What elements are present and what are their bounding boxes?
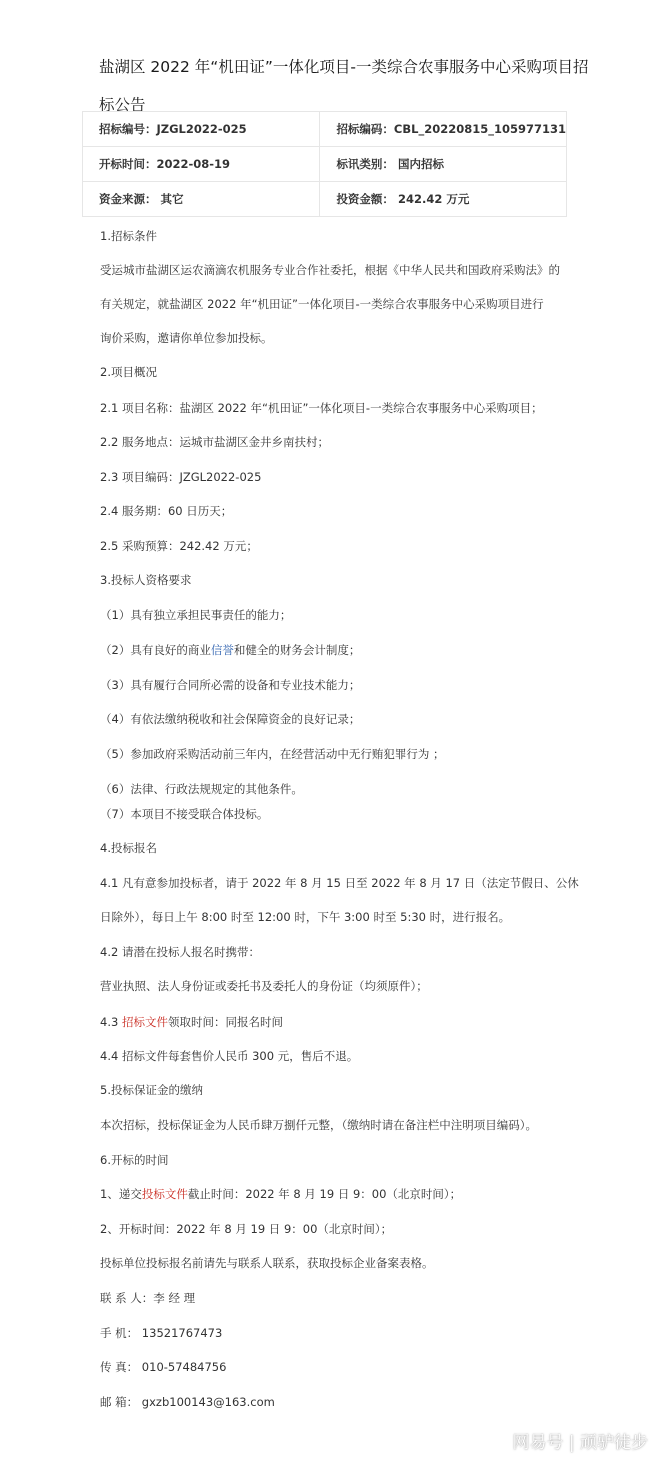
list-item: 2.3 项目编码：JZGL2022-025 xyxy=(100,470,262,484)
tender-document-link[interactable]: 招标文件 xyxy=(121,1015,168,1029)
table-row xyxy=(83,182,567,217)
list-item: （3）具有履行合同所必需的设备和专业技术能力； xyxy=(100,678,361,692)
paragraph-line: 受运城市盐湖区运农滴滴农机服务专业合作社委托，根据《中华人民共和国政府采购法》的 xyxy=(100,263,560,277)
contact-fax: 传 真： 010-57484756 xyxy=(100,1360,227,1374)
list-item: （4）有依法缴纳税收和社会保障资金的良好记录； xyxy=(100,712,361,726)
paragraph-line xyxy=(100,1014,283,1030)
table-row xyxy=(83,112,567,147)
list-item: 2.5 采购预算：242.42 万元； xyxy=(100,539,258,553)
text-span: 4.3 xyxy=(100,1015,122,1029)
contact-email: 邮 箱： gxzb100143@163.com xyxy=(100,1395,275,1409)
list-item: （5）参加政府采购活动前三年内，在经营活动中无行贿犯罪行为 ； xyxy=(100,747,445,761)
text-span: 截止时间：2022 年 8 月 19 日 9：00（北京时间）； xyxy=(187,1187,462,1201)
list-item: （1）具有独立承担民事责任的能力； xyxy=(100,608,292,622)
text-span: 和健全的财务会计制度； xyxy=(233,643,361,657)
paragraph-line: 投标单位投标报名前请先与联系人联系，获取投标企业备案表格。 xyxy=(100,1256,434,1270)
list-item: 2.4 服务期：60 日历天； xyxy=(100,504,233,518)
section-heading: 4.投标报名 xyxy=(100,841,157,855)
paragraph-line: 4.2 请潜在投标人报名时携带： xyxy=(100,945,260,959)
list-item: （6）法律、行政法规规定的其他条件。 xyxy=(100,782,303,796)
fund-source: 资金来源： 其它 xyxy=(83,182,320,217)
section-heading: 5.投标保证金的缴纳 xyxy=(100,1083,203,1097)
paragraph-line xyxy=(100,1186,461,1202)
paragraph-line: 4.1 凡有意参加投标者，请于 2022 年 8 月 15 日至 2022 年 8 月 17 日（法定节假日、公休 xyxy=(100,876,579,890)
paragraph-line: 询价采购，邀请你单位参加投标。 xyxy=(100,331,273,345)
investment-amount: 投资金额： 242.42 万元 xyxy=(320,182,567,217)
bid-document-link[interactable]: 投标文件 xyxy=(141,1187,188,1201)
contact-phone: 手 机： 13521767473 xyxy=(100,1326,223,1340)
paragraph-line: 日除外），每日上午 8:00 时至 12:00 时，下午 3:00 时至 5:30 时，进行报名。 xyxy=(100,910,511,924)
list-item: 2.2 服务地点：运城市盐湖区金井乡南扶村； xyxy=(100,435,329,449)
section-heading: 3.投标人资格要求 xyxy=(100,573,192,587)
paragraph-line: 有关规定，就盐湖区 2022 年“机田证”一体化项目-一类综合农事服务中心采购项目进行 xyxy=(100,297,544,311)
text-span: （2）具有良好的商业 xyxy=(100,643,211,657)
tender-code: 招标编码：CBL_20220815_105977131 xyxy=(320,112,567,147)
tender-category: 标讯类别： 国内招标 xyxy=(320,147,567,182)
paragraph-line: 营业执照、法人身份证或委托书及委托人的身份证（均须原件）； xyxy=(100,979,428,993)
list-item: 2.1 项目名称：盐湖区 2022 年“机田证”一体化项目-一类综合农事服务中心采购项目； xyxy=(100,401,543,415)
credit-link[interactable]: 信誉 xyxy=(210,643,234,657)
opening-time: 开标时间：2022-08-19 xyxy=(83,147,320,182)
paragraph-line: 2、开标时间：2022 年 8 月 19 日 9：00（北京时间）； xyxy=(100,1222,393,1236)
text-span: 1、递交 xyxy=(100,1187,142,1201)
paragraph-line: 本次招标，投标保证金为人民币肆万捌仟元整，（缴纳时请在备注栏中注明项目编码）。 xyxy=(100,1118,537,1132)
list-item: （7）本项目不接受联合体投标。 xyxy=(100,807,269,821)
info-table xyxy=(82,111,567,217)
table-row xyxy=(83,147,567,182)
section-heading: 2.项目概况 xyxy=(100,365,157,379)
tender-number: 招标编号：JZGL2022-025 xyxy=(83,112,320,147)
source-watermark: 网易号 | 顽驴徒步 xyxy=(512,1433,648,1453)
section-heading: 1.招标条件 xyxy=(100,229,157,243)
contact-person: 联 系 人：李 经 理 xyxy=(100,1291,196,1305)
section-heading: 6.开标的时间 xyxy=(100,1153,169,1167)
text-span: 领取时间：同报名时间 xyxy=(167,1015,283,1029)
paragraph-line: 4.4 招标文件每套售价人民币 300 元，售后不退。 xyxy=(100,1049,359,1063)
list-item xyxy=(100,642,360,658)
page-title: 盐湖区 2022 年“机田证”一体化项目-一类综合农事服务中心采购项目招标公告 xyxy=(99,58,589,114)
